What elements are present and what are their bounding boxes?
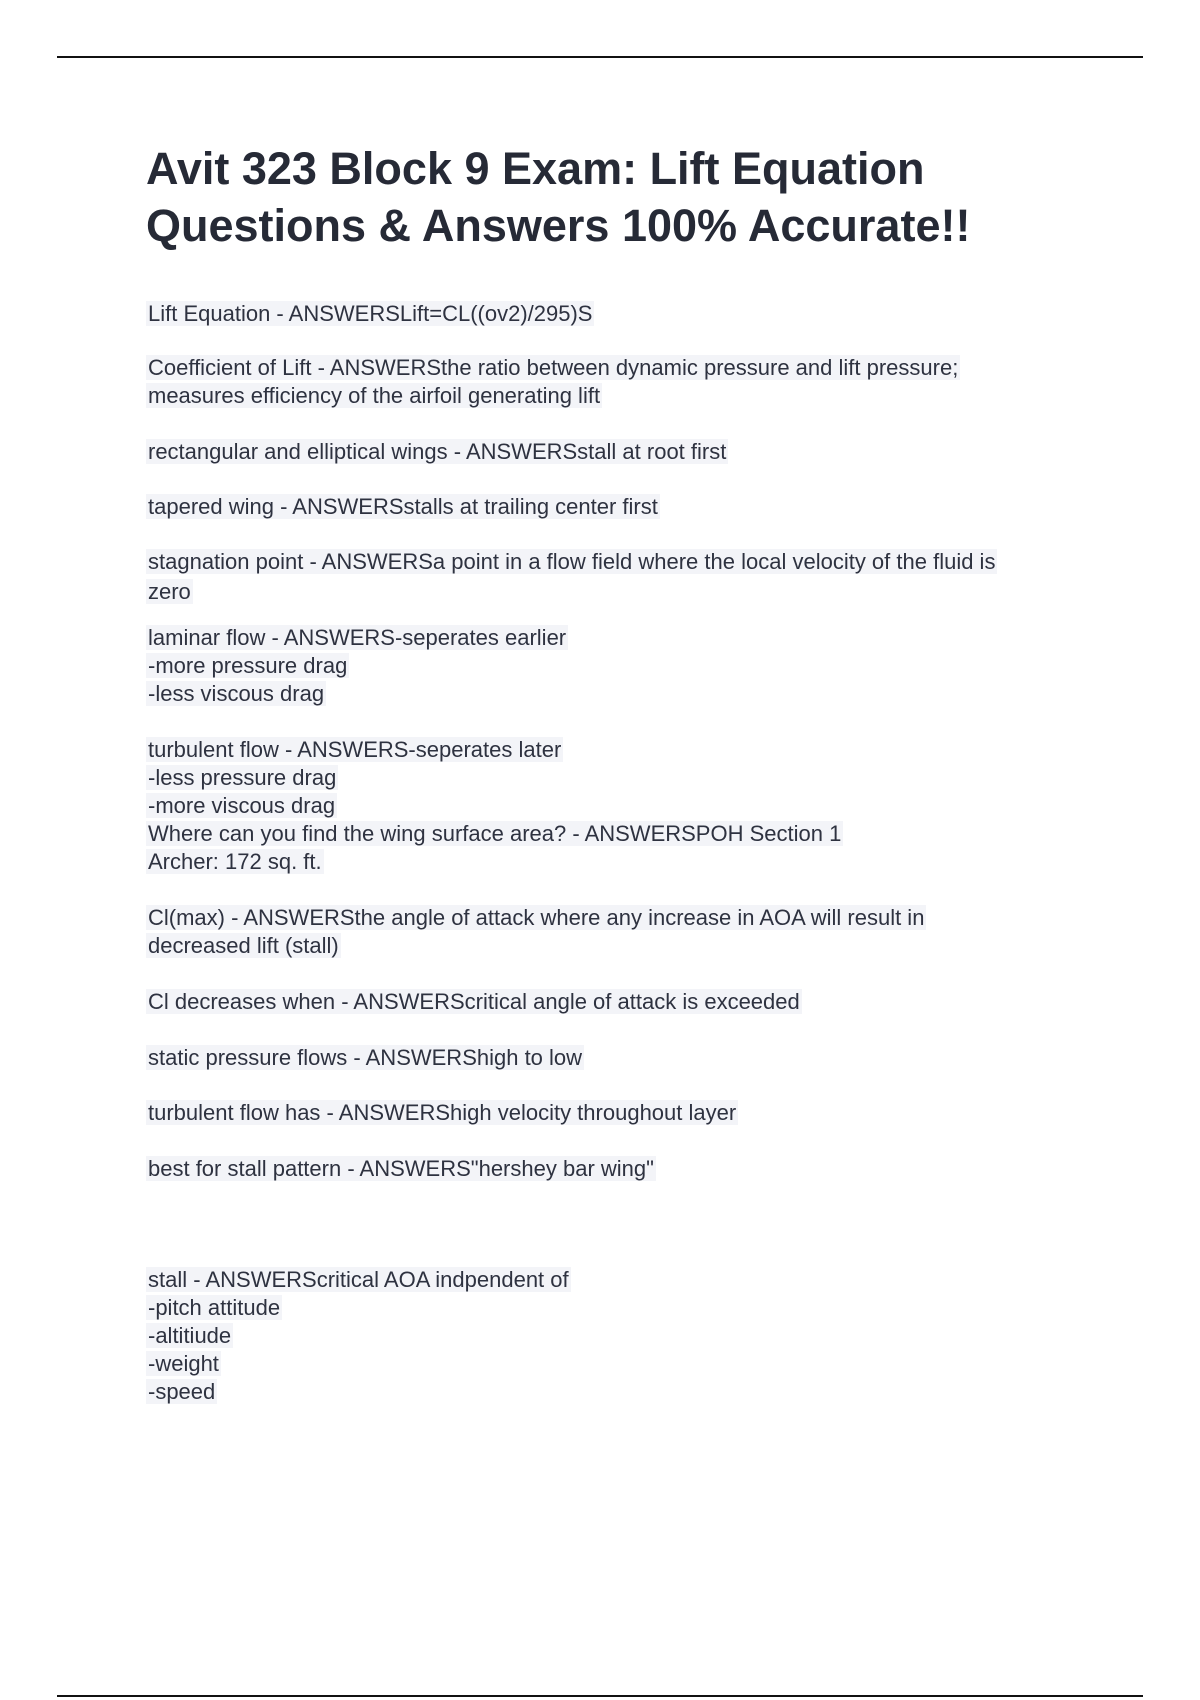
qa-line: Lift Equation - ANSWERSLift=CL((ov2)/295)S	[148, 301, 593, 326]
qa-item-tapered-wing	[146, 493, 1096, 521]
bottom-divider	[57, 1695, 1143, 1697]
qa-line: turbulent flow has - ANSWERShigh velocity throughout layer	[148, 1100, 737, 1125]
qa-item-stall	[146, 1266, 1096, 1406]
qa-item-laminar-flow	[146, 624, 1096, 708]
qa-line: -more pressure drag	[148, 653, 348, 678]
qa-line: turbulent flow - ANSWERS-seperates later	[148, 737, 562, 762]
qa-line: laminar flow - ANSWERS-seperates earlier	[148, 625, 567, 650]
document-title: Avit 323 Block 9 Exam: Lift Equation Questions & Answers 100% Accurate!!	[146, 143, 971, 251]
qa-item-cl-decreases	[146, 988, 1096, 1016]
qa-line: -pitch attitude	[148, 1295, 281, 1320]
qa-line: -weight	[148, 1351, 219, 1376]
qa-line: -altitiude	[148, 1323, 232, 1348]
qa-item-turbulent-flow-has	[146, 1099, 1096, 1127]
qa-line: Coefficient of Lift - ANSWERSthe ratio between dynamic pressure and lift pressure;	[148, 355, 959, 380]
qa-item-rectangular-wings	[146, 438, 1096, 466]
qa-item-cl-max	[146, 904, 1096, 960]
qa-line: -more viscous drag	[148, 793, 336, 818]
qa-line: tapered wing - ANSWERSstalls at trailing center first	[148, 494, 658, 519]
qa-line: Cl decreases when - ANSWERScritical angle of attack is exceeded	[148, 989, 800, 1014]
qa-line: -less pressure drag	[148, 765, 337, 790]
qa-line: measures efficiency of the airfoil generating lift	[148, 383, 601, 408]
qa-line: Cl(max) - ANSWERSthe angle of attack where any increase in AOA will result in	[148, 905, 925, 930]
qa-item-best-for-stall	[146, 1155, 1096, 1183]
qa-item-turbulent-flow	[146, 736, 1096, 876]
qa-item-lift-equation	[146, 300, 1096, 328]
qa-item-coefficient-of-lift	[146, 354, 1096, 410]
qa-item-static-pressure	[146, 1044, 1096, 1072]
qa-line: zero	[148, 579, 191, 604]
qa-line: decreased lift (stall)	[148, 933, 339, 958]
qa-line: best for stall pattern - ANSWERS"hershey bar wing"	[148, 1156, 654, 1181]
qa-line: -speed	[148, 1379, 216, 1404]
top-divider	[57, 56, 1143, 58]
qa-line: -less viscous drag	[148, 681, 325, 706]
qa-line: Archer: 172 sq. ft.	[148, 849, 322, 874]
qa-item-stagnation-point	[146, 548, 1096, 606]
qa-line: Where can you find the wing surface area? - ANSWERSPOH Section 1	[148, 821, 842, 846]
document-body	[146, 140, 1096, 1406]
qa-line: stagnation point - ANSWERSa point in a flow field where the local velocity of the fluid is	[148, 549, 996, 574]
qa-line: stall - ANSWERScritical AOA indpendent of	[148, 1267, 569, 1292]
qa-line: static pressure flows - ANSWERShigh to low	[148, 1045, 583, 1070]
qa-line: rectangular and elliptical wings - ANSWERSstall at root first	[148, 439, 727, 464]
